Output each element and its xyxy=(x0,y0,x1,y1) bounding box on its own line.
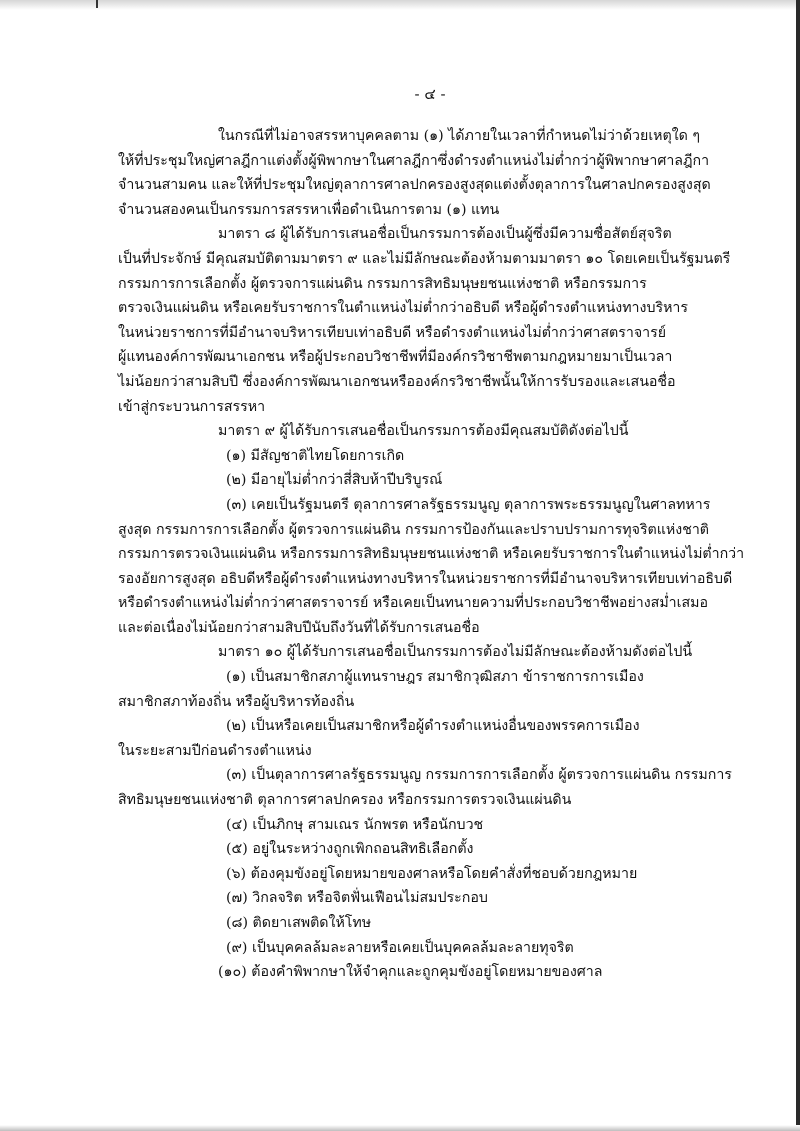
paragraph-line: กรรมการตรวจเงินแผ่นดิน หรือกรรมการสิทธิมนุษยชนแห่งชาติ หรือเคยรับราชการในตำแหน่งไม่ต่ำกว่า xyxy=(118,546,745,563)
list-item: (๑) เป็นสมาชิกสภาผู้แทนราษฎร สมาชิกวุฒิสภา ข้าราชการการเมือง xyxy=(226,669,644,686)
scan-mark xyxy=(96,0,98,8)
list-item: (๖) ต้องคุมขังอยู่โดยหมายของศาลหรือโดยคำสั่งที่ชอบด้วยกฎหมาย xyxy=(226,865,638,882)
section-10-heading: มาตรา ๑๐ ผู้ได้รับการเสนอชื่อเป็นกรรมการต้องไม่มีลักษณะต้องห้ามดังต่อไปนี้ xyxy=(218,644,693,661)
paragraph-line: จำนวนสามคน และให้ที่ประชุมใหญ่ตุลาการศาลปกครองสูงสุดแต่งตั้งตุลาการในศาลปกครองสูงสุด xyxy=(118,177,711,194)
list-item: (๕) อยู่ในระหว่างถูกเพิกถอนสิทธิเลือกตั้ง xyxy=(226,841,474,858)
paragraph-line: หรือดำรงตำแหน่งไม่ต่ำกว่าศาสตราจารย์ หรือเคยเป็นทนายความที่ประกอบวิชาชีพอย่างสม่ำเสมอ xyxy=(118,595,709,612)
section-8-heading: มาตรา ๘ ผู้ได้รับการเสนอชื่อเป็นกรรมการต้องเป็นผู้ซึ่งมีความซื่อสัตย์สุจริต xyxy=(218,226,672,243)
paragraph-line: กรรมการการเลือกตั้ง ผู้ตรวจการแผ่นดิน กรรมการสิทธิมนุษยชนแห่งชาติ หรือกรรมการ xyxy=(118,275,647,292)
list-item: (๙) เป็นบุคคลล้มละลายหรือเคยเป็นบุคคลล้มละลายทุจริต xyxy=(226,939,574,956)
list-item: (๑๐) ต้องคำพิพากษาให้จำคุกและถูกคุมขังอยู่โดยหมายของศาล xyxy=(218,964,603,981)
scan-edge-bottom xyxy=(0,1125,800,1131)
paragraph-line: สิทธิมนุษยชนแห่งชาติ ตุลาการศาลปกครอง หรือกรรมการตรวจเงินแผ่นดิน xyxy=(118,792,572,809)
list-item: (๘) ติดยาเสพติดให้โทษ xyxy=(226,915,372,931)
paragraph-line: เข้าสู่กระบวนการสรรหา xyxy=(118,398,266,415)
paragraph-line: และต่อเนื่องไม่น้อยกว่าสามสิบปีนับถึงวันที่ได้รับการเสนอชื่อ xyxy=(118,619,480,636)
paragraph-line: ผู้แทนองค์การพัฒนาเอกชน หรือผู้ประกอบวิชาชีพที่มีองค์กรวิชาชีพตามกฎหมายมาเป็นเวลา xyxy=(118,349,673,366)
list-item: (๔) เป็นภิกษุ สามเณร นักพรต หรือนักบวช xyxy=(226,816,484,833)
list-item: (๑) มีสัญชาติไทยโดยการเกิด xyxy=(226,447,405,464)
list-item: (๓) เป็นตุลาการศาลรัฐธรรมนูญ กรรมการการเลือกตั้ง ผู้ตรวจการแผ่นดิน กรรมการ xyxy=(226,767,732,784)
list-item: (๗) วิกลจริต หรือจิตฟั่นเฟือนไม่สมประกอบ xyxy=(226,890,488,907)
paragraph-line: สมาชิกสภาท้องถิ่น หรือผู้บริหารท้องถิ่น xyxy=(118,693,355,710)
scan-edge-right xyxy=(796,0,800,1131)
list-item: (๒) มีอายุไม่ต่ำกว่าสี่สิบห้าปีบริบูรณ์ xyxy=(226,472,443,489)
paragraph-line: จำนวนสองคนเป็นกรรมการสรรหาเพื่อดำเนินการตาม (๑) แทน xyxy=(118,201,500,218)
paragraph-line: ให้ที่ประชุมใหญ่ศาลฎีกาแต่งตั้งผู้พิพากษาในศาลฎีกาซึ่งดำรงตำแหน่งไม่ต่ำกว่าผู้พิพากษาศาลฎีกา xyxy=(118,152,710,169)
paragraph-line: เป็นที่ประจักษ์ มีคุณสมบัติตามมาตรา ๙ และไม่มีลักษณะต้องห้ามตามมาตรา ๑๐ โดยเคยเป็นรัฐมนตรี xyxy=(118,250,731,267)
page-number: - ๔ - xyxy=(414,85,446,103)
scan-edge-top xyxy=(0,0,800,10)
paragraph-line: ในระยะสามปีก่อนดำรงตำแหน่ง xyxy=(118,742,312,759)
list-item: (๓) เคยเป็นรัฐมนตรี ตุลาการศาลรัฐธรรมนูญ ตุลาการพระธรรมนูญในศาลทหาร xyxy=(226,496,711,513)
paragraph-line: สูงสุด กรรมการการเลือกตั้ง ผู้ตรวจการแผ่นดิน กรรมการป้องกันและปราบปรามการทุจริตแห่งชาติ xyxy=(118,521,710,538)
paragraph-line: ไม่น้อยกว่าสามสิบปี ซึ่งองค์การพัฒนาเอกชนหรือองค์กรวิชาชีพนั้นให้การรับรองและเสนอชื่อ xyxy=(118,373,676,390)
paragraph-line: รองอัยการสูงสุด อธิบดีหรือผู้ดำรงตำแหน่งทางบริหารในหน่วยราชการที่มีอำนาจบริหารเทียบเท่าอธิบดี xyxy=(118,570,733,587)
list-item: (๒) เป็นหรือเคยเป็นสมาชิกหรือผู้ดำรงตำแหน่งอื่นของพรรคการเมือง xyxy=(226,718,640,735)
paragraph-line: ตรวจเงินแผ่นดิน หรือเคยรับราชการในตำแหน่งไม่ต่ำกว่าอธิบดี หรือผู้ดำรงตำแหน่งทางบริหาร xyxy=(118,300,689,317)
paragraph-line: ในกรณีที่ไม่อาจสรรหาบุคคลตาม (๑) ได้ภายในเวลาที่กำหนดไม่ว่าด้วยเหตุใด ๆ xyxy=(218,128,701,144)
document-body xyxy=(118,124,745,985)
paragraph-line: ในหน่วยราชการที่มีอำนาจบริหารเทียบเท่าอธิบดี หรือดำรงตำแหน่งไม่ต่ำกว่าศาสตราจารย์ xyxy=(118,324,667,341)
section-9-heading: มาตรา ๙ ผู้ได้รับการเสนอชื่อเป็นกรรมการต้องมีคุณสมบัติดังต่อไปนี้ xyxy=(218,423,629,440)
